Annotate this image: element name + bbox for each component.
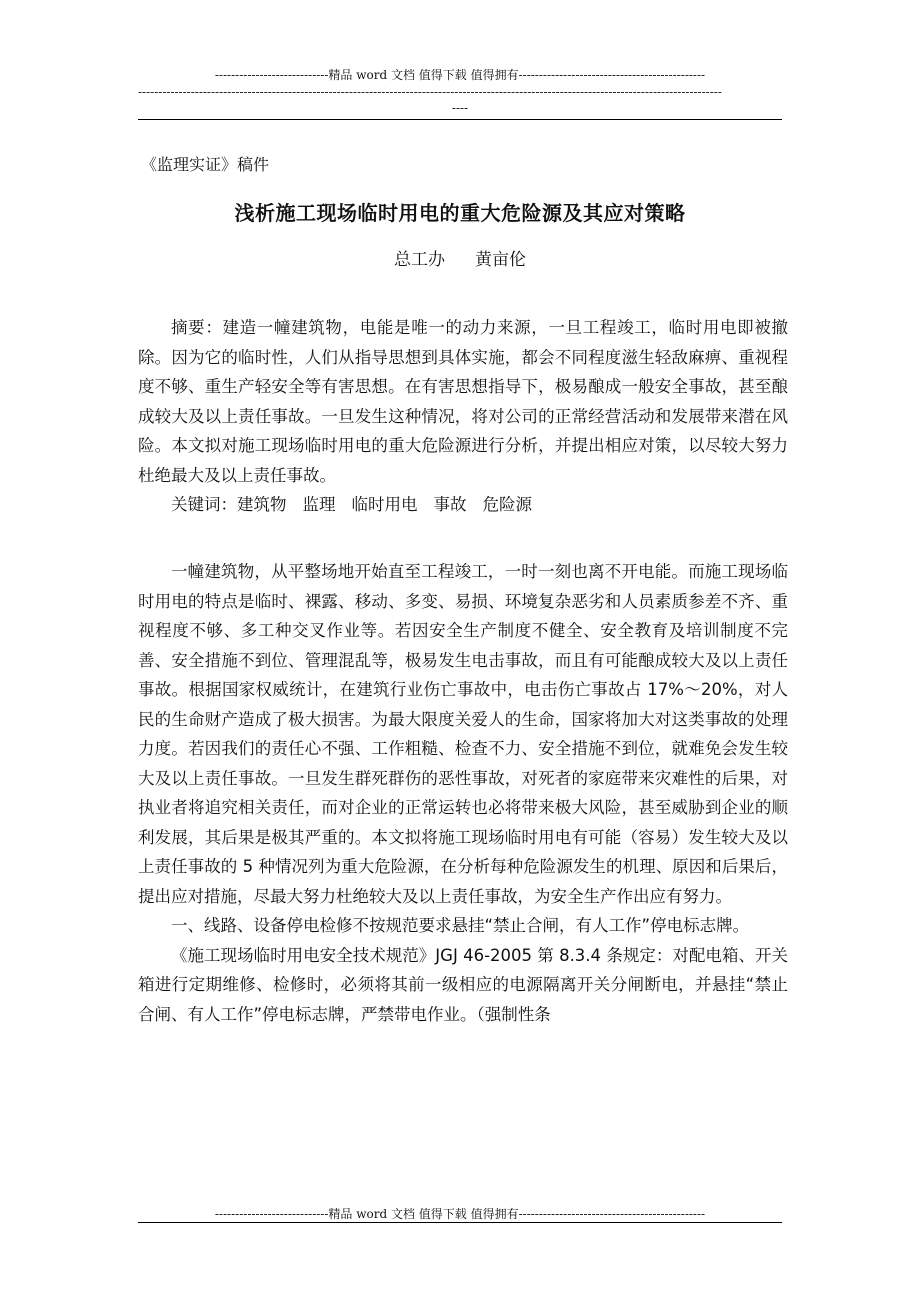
keyword: 危险源 bbox=[482, 495, 532, 514]
footer-banner: ----------------------------精品 word 文档 值得下载 值得拥有---------------------------------------------- bbox=[214, 1207, 706, 1221]
keywords-label: 关键词： bbox=[171, 495, 237, 514]
keyword: 事故 bbox=[433, 495, 467, 514]
author-line bbox=[138, 245, 782, 270]
keyword: 建筑物 bbox=[237, 495, 287, 514]
abstract-text: 摘要：建造一幢建筑物，电能是唯一的动力来源，一旦工程竣工，临时用电即被撤除。因为它的临时性，人们从指导思想到具体实施，都会不同程度滋生轻敌麻痹、重视程度不够、重生产轻安全等有害思想。在有害思想指导下，极易酿成一般安全事故，甚至酿成较大及以上责任事故。一旦发生这种情况，将对公司的正常经营活动和发展带来潜在风险。本文拟对施工现场临时用电的重大危险源进行分析，并提出相应对策，以尽较大努力杜绝最大及以上责任事故。 bbox=[138, 318, 788, 485]
abstract-section bbox=[138, 313, 788, 520]
footer-rule bbox=[138, 1222, 782, 1223]
section-heading: 一、线路、设备停电检修不按规范要求悬挂“禁止合闸，有人工作”停电标志牌。 bbox=[171, 916, 750, 935]
header-dash-line: ------------------------------------------------------------------------------------------------------------------------------------------------ bbox=[138, 85, 722, 99]
header-banner: ----------------------------精品 word 文档 值得下载 值得拥有---------------------------------------------- bbox=[214, 68, 706, 82]
body-paragraph: 一幢建筑物，从平整场地开始直至工程竣工，一时一刻也离不开电能。而施工现场临时用电的特点是临时、裸露、移动、多变、易损、环境复杂恶劣和人员素质参差不齐、重视程度不够、多工种交叉作业等。若因安全生产制度不健全、安全教育及培训制度不完善、安全措施不到位、管理混乱等，极易发生电击事故，而且有可能酿成较大及以上责任事故。根据国家权威统计，在建筑行业伤亡事故中，电击伤亡事故占 17%～20%，对人民的生命财产造成了极大损害。为最大限度关爱人的生命，国家将加大对这类事故的处理力度。若因我们的责任心不强、工作粗糙、检查不力、安全措施不到位，就难免会发生较大及以上责任事故。一旦发生群死群伤的恶性事故，对死者的家庭带来灾难性的后果，对执业者将追究相关责任，而对企业的正常运转也必将带来极大风险，甚至威胁到企业的顺利发展，其后果是极其严重的。本文拟将施工现场临时用电有可能（容易）发生较大及以上责任事故的 5 种情况列为重大危险源，在分析每种危险源发生的机理、原因和后果后，提出应对措施，尽最大努力杜绝较大及以上责任事故，为安全生产作出应有努力。 bbox=[138, 562, 788, 906]
body-paragraph: 《施工现场临时用电安全技术规范》JGJ 46-2005 第 8.3.4 条规定：对配电箱、开关箱进行定期维修、检修时，必须将其前一级相应的电源隔离开关分闸断电，并悬挂“禁止合闸、有人工作”停电标志牌，严禁带电作业。（强制性条 bbox=[138, 945, 788, 1024]
keyword: 临时用电 bbox=[351, 495, 418, 514]
source-label: 《监理实证》稿件 bbox=[141, 155, 270, 174]
author-dept: 总工办 bbox=[394, 250, 445, 270]
article-title: 浅析施工现场临时用电的重大危险源及其应对策略 bbox=[234, 201, 686, 225]
keyword: 监理 bbox=[302, 495, 336, 514]
header-rule bbox=[138, 119, 782, 120]
main-body bbox=[138, 557, 788, 1029]
author-name: 黄亩伦 bbox=[475, 250, 526, 270]
keywords-line bbox=[138, 490, 788, 520]
header-dash-tail: ---- bbox=[451, 101, 469, 115]
